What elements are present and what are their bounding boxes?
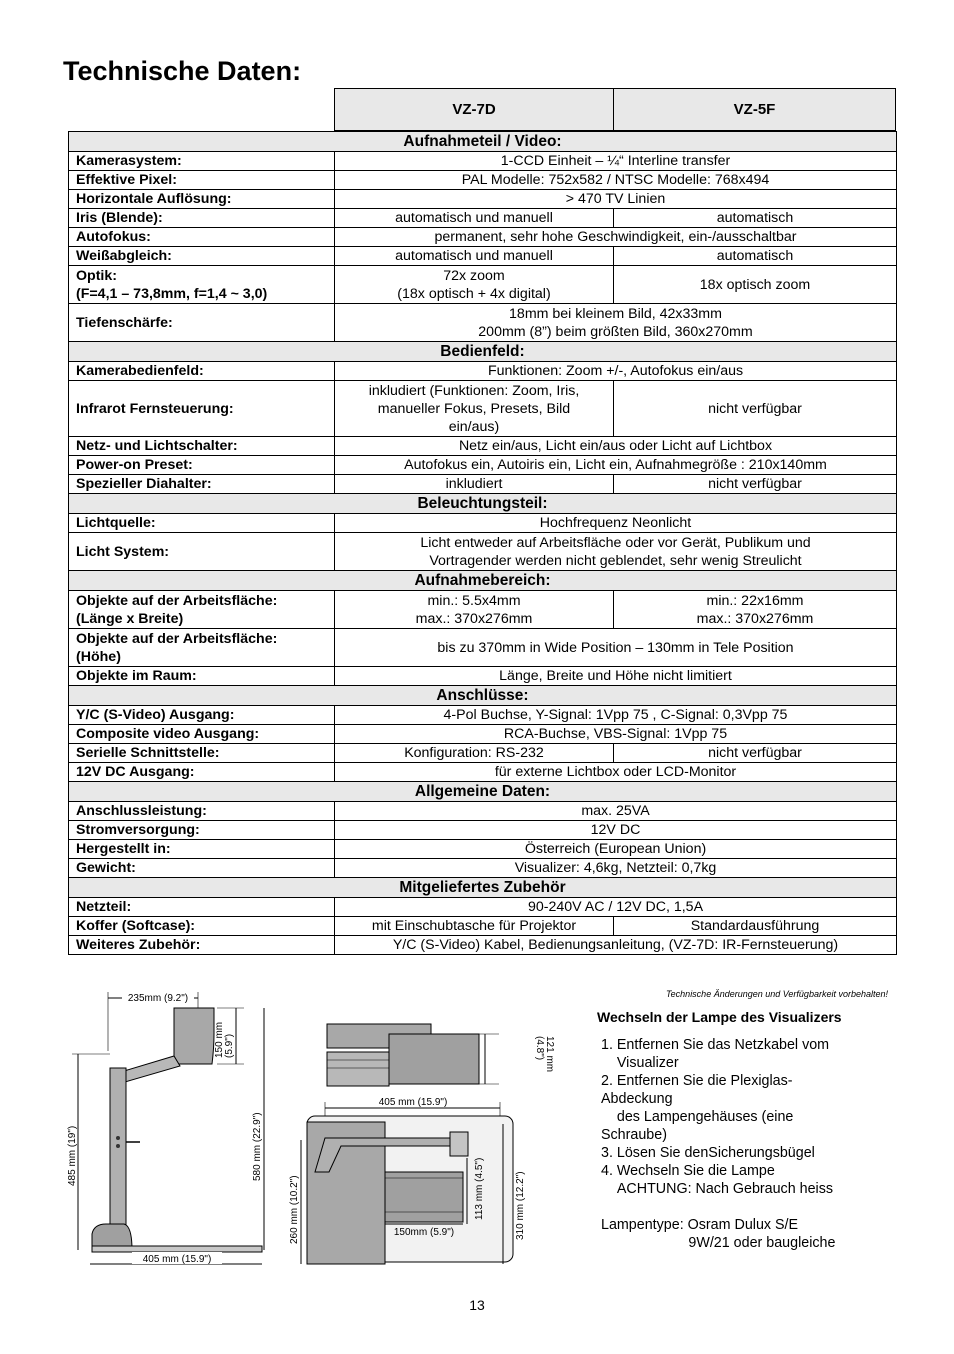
spec-value: automatisch	[614, 209, 897, 228]
spec-value: 18x optisch zoom	[614, 266, 897, 304]
section-header	[69, 571, 897, 591]
table-row	[69, 304, 897, 342]
table-row	[69, 171, 897, 190]
spec-label: Netzteil:	[69, 898, 335, 917]
spec-label: Effektive Pixel:	[69, 171, 335, 190]
spec-label: Netz- und Lichtschalter:	[69, 437, 335, 456]
spec-label: Licht System:	[69, 533, 335, 571]
spec-label: Serielle Schnittstelle:	[69, 744, 335, 763]
dim-side-head-height: 150 mm(5.9")	[214, 1021, 235, 1058]
spec-label: Weiteres Zubehör:	[69, 936, 335, 955]
top-view-diagram	[285, 1012, 555, 1272]
spec-label: Kamerabedienfeld:	[69, 362, 335, 381]
table-row	[69, 667, 897, 686]
spec-label: Koffer (Softcase):	[69, 917, 335, 936]
section-header	[69, 782, 897, 802]
spec-value: max. 25VA	[335, 802, 897, 821]
spec-label: Lichtquelle:	[69, 514, 335, 533]
spec-value: > 470 TV Linien	[335, 190, 897, 209]
lamp-change-title: Wechseln der Lampe des Visualizers	[597, 1009, 842, 1025]
section-header	[69, 342, 897, 362]
dim-side-top-width: 235mm (9.2")	[127, 993, 189, 1004]
spec-label: Infrarot Fernsteuerung:	[69, 381, 335, 437]
table-row	[69, 859, 897, 878]
spec-label: Anschlussleistung:	[69, 802, 335, 821]
spec-value: 12V DC	[335, 821, 897, 840]
spec-value: Netz ein/aus, Licht ein/aus oder Licht auf Lichtbox	[335, 437, 897, 456]
spec-label: Horizontale Auflösung:	[69, 190, 335, 209]
section-title: Aufnahmebereich:	[69, 571, 897, 591]
spec-value: inkludiert	[335, 475, 614, 494]
spec-value: Autofokus ein, Autoiris ein, Licht ein, Aufnahmegröße : 210x140mm	[335, 456, 897, 475]
lamp-step	[601, 1198, 881, 1216]
table-row	[69, 437, 897, 456]
spec-value: min.: 22x16mm max.: 370x276mm	[614, 591, 897, 629]
lamp-step: 3. Lösen Sie denSicherungsbügel	[601, 1145, 815, 1161]
table-row	[69, 190, 897, 209]
page-title: Technische Daten:	[63, 56, 302, 86]
section-title: Anschlüsse:	[69, 686, 897, 706]
spec-value: Länge, Breite und Höhe nicht limitiert	[335, 667, 897, 686]
dim-top-left-height: 260 mm (10.2")	[289, 1175, 300, 1244]
table-row	[69, 266, 897, 304]
table-row	[69, 629, 897, 667]
table-row	[69, 706, 897, 725]
spec-label: 12V DC Ausgang:	[69, 763, 335, 782]
table-row	[69, 591, 897, 629]
dim-top-lamp-width: 150mm (5.9")	[393, 1227, 455, 1238]
spec-value: 4-Pol Buchse, Y-Signal: 1Vpp 75 , C-Signal: 0,3Vpp 75	[335, 706, 897, 725]
table-row	[69, 247, 897, 266]
spec-value: nicht verfügbar	[614, 475, 897, 494]
spec-value: Licht entweder auf Arbeitsfläche oder vor Gerät, Publikum und Vortragender werden nicht geblendet, sehr wenig Streulicht	[335, 533, 897, 571]
dim-top-width: 405 mm (15.9")	[378, 1097, 448, 1108]
disclaimer-note: Technische Änderungen und Verfügbarkeit vorbehalten!	[666, 989, 888, 999]
spec-value: mit Einschubtasche für Projektor	[335, 917, 614, 936]
spec-label: Composite video Ausgang:	[69, 725, 335, 744]
table-row	[69, 381, 897, 437]
spec-value: automatisch und manuell	[335, 209, 614, 228]
spec-label: Tiefenschärfe:	[69, 304, 335, 342]
table-row	[69, 475, 897, 494]
dim-side-base-width: 405 mm (15.9")	[142, 1254, 212, 1265]
spec-value: PAL Modelle: 752x582 / NTSC Modelle: 768x494	[335, 171, 897, 190]
spec-value: für externe Lichtbox oder LCD-Monitor	[335, 763, 897, 782]
table-row	[69, 209, 897, 228]
side-view-diagram	[62, 986, 287, 1271]
table-row	[69, 936, 897, 955]
table-row	[69, 802, 897, 821]
spec-value: Visualizer: 4,6kg, Netzteil: 0,7kg	[335, 859, 897, 878]
dim-top-head-height: 121 mm(4.8")	[534, 1036, 555, 1073]
spec-value: Hochfrequenz Neonlicht	[335, 514, 897, 533]
spec-value: nicht verfügbar	[614, 744, 897, 763]
spec-label: Stromversorgung:	[69, 821, 335, 840]
table-row	[69, 898, 897, 917]
spec-value: 18mm bei kleinem Bild, 42x33mm 200mm (8”) beim größten Bild, 360x270mm	[335, 304, 897, 342]
dim-top-lamp-height: 113 mm (4.5")	[474, 1157, 485, 1220]
spec-value: bis zu 370mm in Wide Position – 130mm in Tele Position	[335, 629, 897, 667]
dim-top-right-height: 310 mm (12.2")	[515, 1171, 526, 1240]
section-title: Mitgeliefertes Zubehör	[69, 878, 897, 898]
section-header	[69, 878, 897, 898]
table-row	[69, 152, 897, 171]
table-row	[69, 917, 897, 936]
spec-label: Objekte auf der Arbeitsfläche: (Länge x Breite)	[69, 591, 335, 629]
spec-table	[68, 131, 897, 955]
spec-value: nicht verfügbar	[614, 381, 897, 437]
spec-label: Hergestellt in:	[69, 840, 335, 859]
table-row	[69, 763, 897, 782]
spec-label: Spezieller Diahalter:	[69, 475, 335, 494]
lamp-step: 2. Entfernen Sie die Plexiglas- Abdeckung des Lampengehäuses (eine Schraube)	[601, 1073, 794, 1143]
lamp-step: Lampentype: Osram Dulux S/E 9W/21 oder baugleiche	[601, 1217, 836, 1251]
spec-value: automatisch	[614, 247, 897, 266]
spec-label: Objekte im Raum:	[69, 667, 335, 686]
table-row	[69, 362, 897, 381]
spec-label: Objekte auf der Arbeitsfläche: (Höhe)	[69, 629, 335, 667]
table-row	[69, 821, 897, 840]
spec-value: RCA-Buchse, VBS-Signal: 1Vpp 75	[335, 725, 897, 744]
spec-value: Standardausführung	[614, 917, 897, 936]
spec-value: Funktionen: Zoom +/-, Autofokus ein/aus	[335, 362, 897, 381]
table-row	[69, 840, 897, 859]
table-row	[69, 456, 897, 475]
spec-label: Power-on Preset:	[69, 456, 335, 475]
section-title: Allgemeine Daten:	[69, 782, 897, 802]
table-row	[69, 514, 897, 533]
model-header-vz7d: VZ-7D	[334, 88, 614, 131]
spec-value: inkludiert (Funktionen: Zoom, Iris, manueller Fokus, Presets, Bild ein/aus)	[335, 381, 614, 437]
spec-value: permanent, sehr hohe Geschwindigkeit, ein-/ausschaltbar	[335, 228, 897, 247]
spec-value: Y/C (S-Video) Kabel, Bedienungsanleitung, (VZ-7D: IR-Fernsteuerung)	[335, 936, 897, 955]
spec-value: Konfiguration: RS-232	[335, 744, 614, 763]
spec-value: 1-CCD Einheit – ¼“ Interline transfer	[335, 152, 897, 171]
model-header-vz5f: VZ-5F	[613, 88, 896, 131]
lamp-change-steps	[601, 1036, 881, 1252]
dim-side-total-height: 485 mm (19")	[67, 1125, 78, 1186]
section-title: Bedienfeld:	[69, 342, 897, 362]
table-row	[69, 744, 897, 763]
table-row	[69, 533, 897, 571]
spec-value: 72x zoom (18x optisch + 4x digital)	[335, 266, 614, 304]
spec-value: 90-240V AC / 12V DC, 1,5A	[335, 898, 897, 917]
spec-value: min.: 5.5x4mm max.: 370x276mm	[335, 591, 614, 629]
spec-label: Iris (Blende):	[69, 209, 335, 228]
section-header	[69, 494, 897, 514]
spec-label: Autofokus:	[69, 228, 335, 247]
spec-label: Y/C (S-Video) Ausgang:	[69, 706, 335, 725]
spec-value: Österreich (European Union)	[335, 840, 897, 859]
spec-label: Kamerasystem:	[69, 152, 335, 171]
table-row	[69, 725, 897, 744]
spec-value: automatisch und manuell	[335, 247, 614, 266]
section-title: Beleuchtungsteil:	[69, 494, 897, 514]
section-title: Aufnahmeteil / Video:	[69, 132, 897, 152]
page-number: 13	[469, 1297, 485, 1313]
spec-label: Gewicht:	[69, 859, 335, 878]
section-header	[69, 132, 897, 152]
section-header	[69, 686, 897, 706]
lamp-step: 4. Wechseln Sie die Lampe ACHTUNG: Nach Gebrauch heiss	[601, 1163, 834, 1197]
spec-label: Weißabgleich:	[69, 247, 335, 266]
spec-label: Optik: (F=4,1 – 73,8mm, f=1,4 ~ 3,0)	[69, 266, 335, 304]
dim-side-arm-height: 580 mm (22.9")	[252, 1112, 263, 1181]
table-row	[69, 228, 897, 247]
lamp-step: 1. Entfernen Sie das Netzkabel vom Visualizer	[601, 1037, 830, 1071]
